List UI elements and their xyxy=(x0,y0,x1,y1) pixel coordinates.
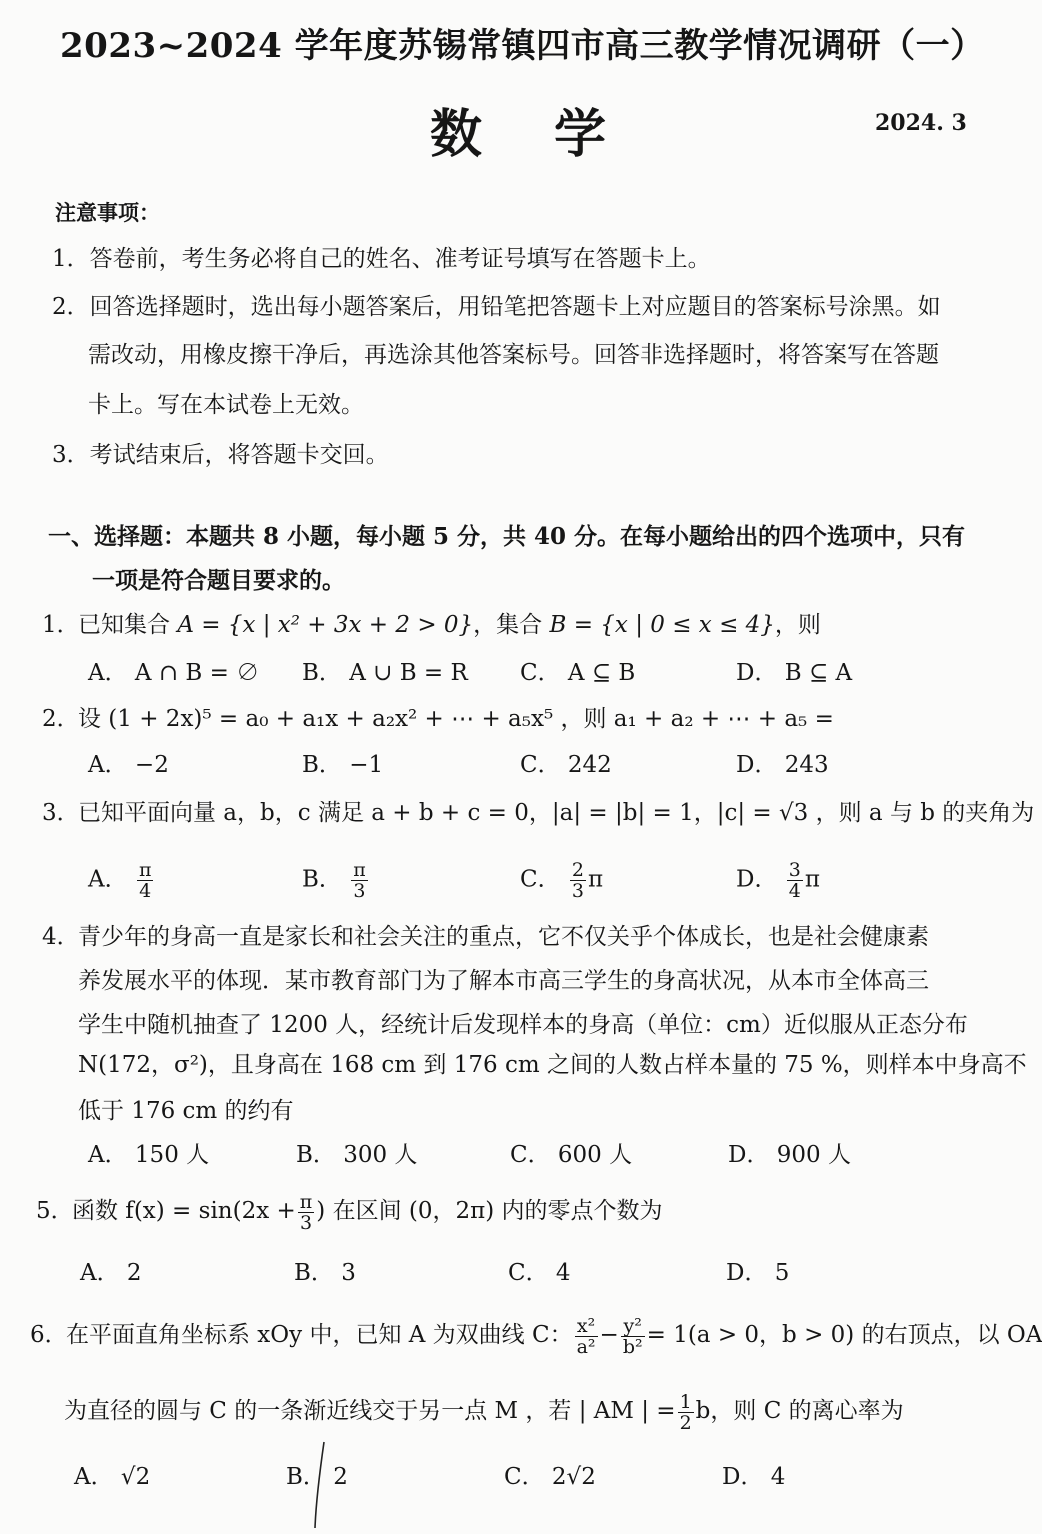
subject-title: 数学 xyxy=(430,104,679,165)
notice-item-2-cont2: 卡上。写在本试卷上无效。 xyxy=(88,392,364,418)
question-6-line-2: 为直径的圆与 C 的一条渐近线交于另一点 M ，若 | AM | = $\frac{1}{2}$ b，则 C 的离心率为 xyxy=(64,1390,904,1434)
option-a: A． A ∩ B = ∅ xyxy=(88,660,260,686)
notice-item-2: 2．回答选择题时，选出每小题答案后，用铅笔把答题卡上对应题目的答案标号涂黑。如 xyxy=(52,294,941,320)
option-b: B． 300 人 xyxy=(296,1142,418,1168)
option-a: A． 150 人 xyxy=(88,1142,210,1168)
option-a: A． 2 xyxy=(80,1260,142,1286)
option-b: B． 2 xyxy=(286,1464,348,1490)
question-4-line-3: 学生中随机抽查了 1200 人，经统计后发现样本的身高（单位：cm）近似服从正态分布 xyxy=(78,1012,968,1038)
fraction: $\frac{3}{4}$ xyxy=(788,859,801,902)
option-b: B． 3 xyxy=(294,1260,356,1286)
option-d: D． 243 xyxy=(736,752,829,778)
question-number: 2． xyxy=(42,706,80,732)
option-c: C． 4 xyxy=(508,1260,571,1286)
option-d: D． 900 人 xyxy=(728,1142,851,1168)
section-heading: 一、选择题：本题共 8 小题，每小题 5 分，共 40 分。在每小题给出的四个选项中，只有 xyxy=(48,523,966,550)
exam-title: 2023~2024 学年度苏锡常镇四市高三教学情况调研（一） xyxy=(60,26,985,66)
notice-heading: 注意事项： xyxy=(55,200,160,225)
fraction: $\frac{\text{y²}}{\text{b²}}$ xyxy=(622,1314,643,1358)
option-c: C． 242 xyxy=(520,752,612,778)
option-d: D． 5 xyxy=(726,1260,790,1286)
set-b: B = {x | 0 ≤ x ≤ 4} xyxy=(549,612,775,638)
fraction: $\frac{1}{2}$ xyxy=(679,1390,692,1434)
section-heading-cont: 一项是符合题目要求的。 xyxy=(92,567,345,594)
fraction: $\frac{\pi}{3}$ xyxy=(299,1190,313,1234)
option-d: D． B ⊆ A xyxy=(736,660,853,686)
option-d: D． 4 xyxy=(722,1464,786,1490)
option-a: A． $\frac{\pi}{4}$ xyxy=(88,859,152,902)
fraction: $\frac{\pi}{4}$ xyxy=(138,859,152,902)
question-4: 4．青少年的身高一直是家长和社会关注的重点，它不仅关乎个体成长，也是社会健康素 xyxy=(42,924,929,950)
option-a: A． √2 xyxy=(74,1464,151,1490)
question-5: 5．函数 f(x) = sin(2x + $\frac{\pi}{3}$ ) 在区间 (0，2π) 内的零点个数为 xyxy=(36,1188,663,1234)
question-3: 3．已知平面向量 a，b，c 满足 a + b + c = 0，|a| = |b| = 1，|c| = √3 ，则 a 与 b 的夹角为 xyxy=(42,800,1035,826)
notice-item-3: 3．考试结束后，将答题卡交回。 xyxy=(52,442,389,468)
question-1: 1．已知集合 A = {x | x² + 3x + 2 > 0}，集合 B = {x | 0 ≤ x ≤ 4}，则 xyxy=(42,612,821,638)
notice-item-1: 1．答卷前，考生务必将自己的姓名、准考证号填写在答题卡上。 xyxy=(52,246,711,272)
set-a: A = {x | x² + 3x + 2 > 0} xyxy=(177,612,474,638)
question-4-line-4: N(172，σ²)，且身高在 168 cm 到 176 cm 之间的人数占样本量的 75 %，则样本中身高不 xyxy=(78,1052,1027,1078)
question-number: 3． xyxy=(42,800,80,826)
fraction: $\frac{2}{3}$ xyxy=(571,859,585,902)
fraction: $\frac{\pi}{3}$ xyxy=(353,859,366,902)
question-number: 5． xyxy=(36,1198,74,1224)
option-c: C． 600 人 xyxy=(510,1142,633,1168)
option-c: C． $\frac{2}{3}$ π xyxy=(520,859,604,902)
question-4-line-5: 低于 176 cm 的约有 xyxy=(78,1098,294,1124)
question-number: 1． xyxy=(42,612,80,638)
question-4-line-2: 养发展水平的体现．某市教育部门为了解本市高三学生的身高状况，从本市全体高三 xyxy=(78,968,929,994)
notice-item-2-cont: 需改动，用橡皮擦干净后，再选涂其他答案标号。回答非选择题时，将答案写在答题 xyxy=(88,342,939,368)
question-number: 6． xyxy=(30,1322,68,1348)
option-d: D． $\frac{3}{4}$ π xyxy=(736,859,820,902)
question-6: 6．在平面直角坐标系 xOy 中，已知 A 为双曲线 C： $\frac{\text{x²}}{\text{a²}}$ − $\frac{\text{y²}}{\text{b²}}$ = 1(a > 0，b > 0) 的右顶点，以 OA xyxy=(30,1310,1042,1360)
pen-stroke-mark xyxy=(312,1440,326,1530)
option-b: B． A ∪ B = R xyxy=(302,660,468,686)
question-2: 2．设 (1 + 2x)⁵ = a₀ + a₁x + a₂x² + ⋯ + a₅x⁵ ，则 a₁ + a₂ + ⋯ + a₅ = xyxy=(42,706,834,732)
option-c: C． 2√2 xyxy=(504,1464,596,1490)
option-b: B． −1 xyxy=(302,752,384,778)
exam-date: 2024. 3 xyxy=(875,110,967,136)
option-b: B． $\frac{\pi}{3}$ xyxy=(302,859,366,902)
option-c: C． A ⊆ B xyxy=(520,660,636,686)
question-number: 4． xyxy=(42,924,80,950)
option-a: A． −2 xyxy=(88,752,169,778)
fraction: $\frac{\text{x²}}{\text{a²}}$ xyxy=(576,1314,596,1358)
